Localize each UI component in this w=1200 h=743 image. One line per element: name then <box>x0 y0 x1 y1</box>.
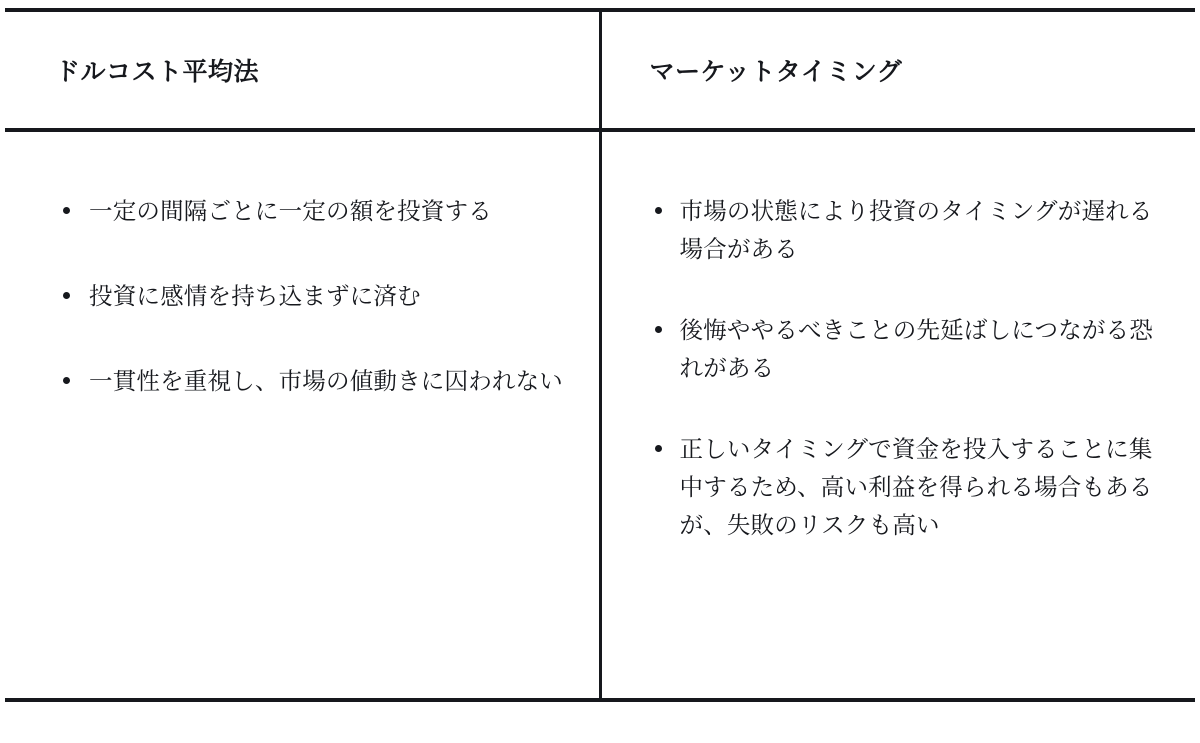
list-item: 正しいタイミングで資金を投入することに集中するため、高い利益を得られる場合もあるが、失敗のリスクも高い <box>650 430 1156 544</box>
cell-dollar-cost-averaging <box>5 130 600 700</box>
list-item: 投資に感情を持ち込まずに済む <box>55 277 565 315</box>
bullet-list-market-timing <box>650 192 1156 544</box>
bullet-list-dollar-cost-averaging <box>55 192 565 400</box>
list-item: 一定の間隔ごとに一定の額を投資する <box>55 192 565 230</box>
table-header-row <box>5 10 1195 130</box>
column-header-dollar-cost-averaging: ドルコスト平均法 <box>5 10 600 130</box>
list-item: 一貫性を重視し、市場の値動きに囚われない <box>55 362 565 400</box>
cell-market-timing <box>600 130 1195 700</box>
document-page <box>0 8 1200 743</box>
column-header-market-timing: マーケットタイミング <box>600 10 1195 130</box>
table-header <box>5 10 1195 130</box>
list-item: 後悔ややるべきことの先延ばしにつながる恐れがある <box>650 311 1156 387</box>
table-body <box>5 130 1195 700</box>
comparison-table <box>5 8 1195 702</box>
list-item: 市場の状態により投資のタイミングが遅れる場合がある <box>650 192 1156 268</box>
table-row <box>5 130 1195 700</box>
